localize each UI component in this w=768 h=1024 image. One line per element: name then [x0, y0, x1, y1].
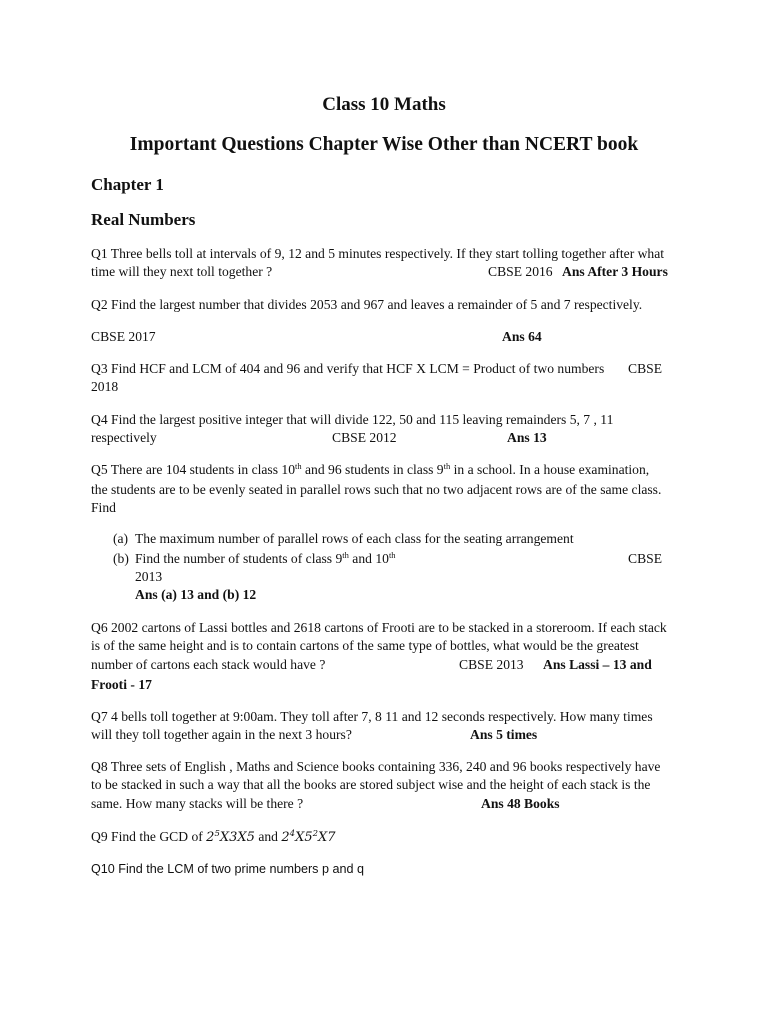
q6-source: CBSE 2013 [459, 657, 524, 672]
q4-source: CBSE 2012 [332, 430, 397, 445]
q7-answer: Ans 5 times [470, 727, 538, 742]
q6-line3: number of cartons each stack would have ? [91, 657, 326, 672]
q5-source-year: 2013 [135, 569, 163, 584]
q4-line2: respectively [91, 430, 157, 445]
q4-line1: Q4 Find the largest positive integer that will divide 122, 50 and 115 leaving remainders 5, 7 , 11 [91, 412, 614, 427]
q5-line3: Find [91, 500, 116, 515]
q1-line1: Q1 Three bells toll at intervals of 9, 12 and 5 minutes respectively. If they start tolling together after what [91, 246, 665, 261]
page-subtitle: Important Questions Chapter Wise Other than NCERT book [129, 134, 639, 155]
q2-source: CBSE 2017 [91, 329, 156, 344]
q6-answer: Ans Lassi – 13 and [543, 657, 652, 672]
q4-answer: Ans 13 [507, 430, 547, 445]
q6-line2: is of the same height and is to contain cartons of the same type of bottles, what would be the greatest [91, 638, 639, 653]
q7-line1: Q7 4 bells toll together at 9:00am. They toll after 7, 8 11 and 12 seconds respectively. How many times [91, 709, 653, 724]
q5-line1: Q5 There are 104 students in class 10th and 96 students in class 9th in a school. In a house examination, [91, 461, 650, 477]
q6-answer-cont: Frooti - 17 [91, 677, 152, 692]
q5-b-text: Find the number of students of class 9th and 10th [135, 550, 396, 566]
q8-line3: same. How many stacks will be there ? [91, 796, 304, 811]
q1-answer: Ans After 3 Hours [562, 264, 668, 279]
q2-answer: Ans 64 [502, 329, 542, 344]
chapter-name-heading: Real Numbers [91, 210, 196, 229]
q5-b-label: (b) [113, 551, 129, 566]
q5-answer: Ans (a) 13 and (b) 12 [135, 587, 257, 602]
q8-line1: Q8 Three sets of English , Maths and Science books containing 336, 240 and 96 books respectively have [91, 759, 661, 774]
q9-expression-1: $2^5X3X5$ [206, 829, 255, 845]
q5-source: CBSE [628, 551, 662, 566]
q8-line2: to be stacked in such a way that all the books are stored subject wise and the height of each stack is the [91, 777, 651, 792]
q9-expression-2: $2^4X5^2X7$ [281, 829, 336, 845]
chapter-heading: Chapter 1 [91, 175, 164, 194]
q5-a-label: (a) [113, 531, 129, 546]
q2-line1: Q2 Find the largest number that divides 2053 and 967 and leaves a remainder of 5 and 7 respectively. [91, 297, 643, 312]
q3-source-year: 2018 [91, 379, 119, 394]
q3-source: CBSE [628, 361, 662, 376]
q1-source: CBSE 2016 [488, 264, 553, 279]
q7-line2: will they toll together again in the next 3 hours? [91, 727, 352, 742]
page-title: Class 10 Maths [322, 94, 446, 115]
q3-line1: Q3 Find HCF and LCM of 404 and 96 and verify that HCF X LCM = Product of two numbers [91, 361, 605, 376]
q1-line2: time will they next toll together ? [91, 264, 273, 279]
q10-line: Q10 Find the LCM of two prime numbers p and q [91, 862, 364, 876]
q5-a-text: The maximum number of parallel rows of each class for the seating arrangement [135, 531, 574, 546]
q6-line1: Q6 2002 cartons of Lassi bottles and 2618 cartons of Frooti are to be stacked in a storeroom. If each stack [91, 620, 667, 635]
q5-line2: the students are to be evenly seated in parallel rows such that no two adjacent rows are of the same class. [91, 482, 662, 497]
q9-line: Q9 Find the GCD of $2^5X3X5$ and $2^4X5^2X7$ [91, 829, 336, 845]
q8-answer: Ans 48 Books [481, 796, 560, 811]
